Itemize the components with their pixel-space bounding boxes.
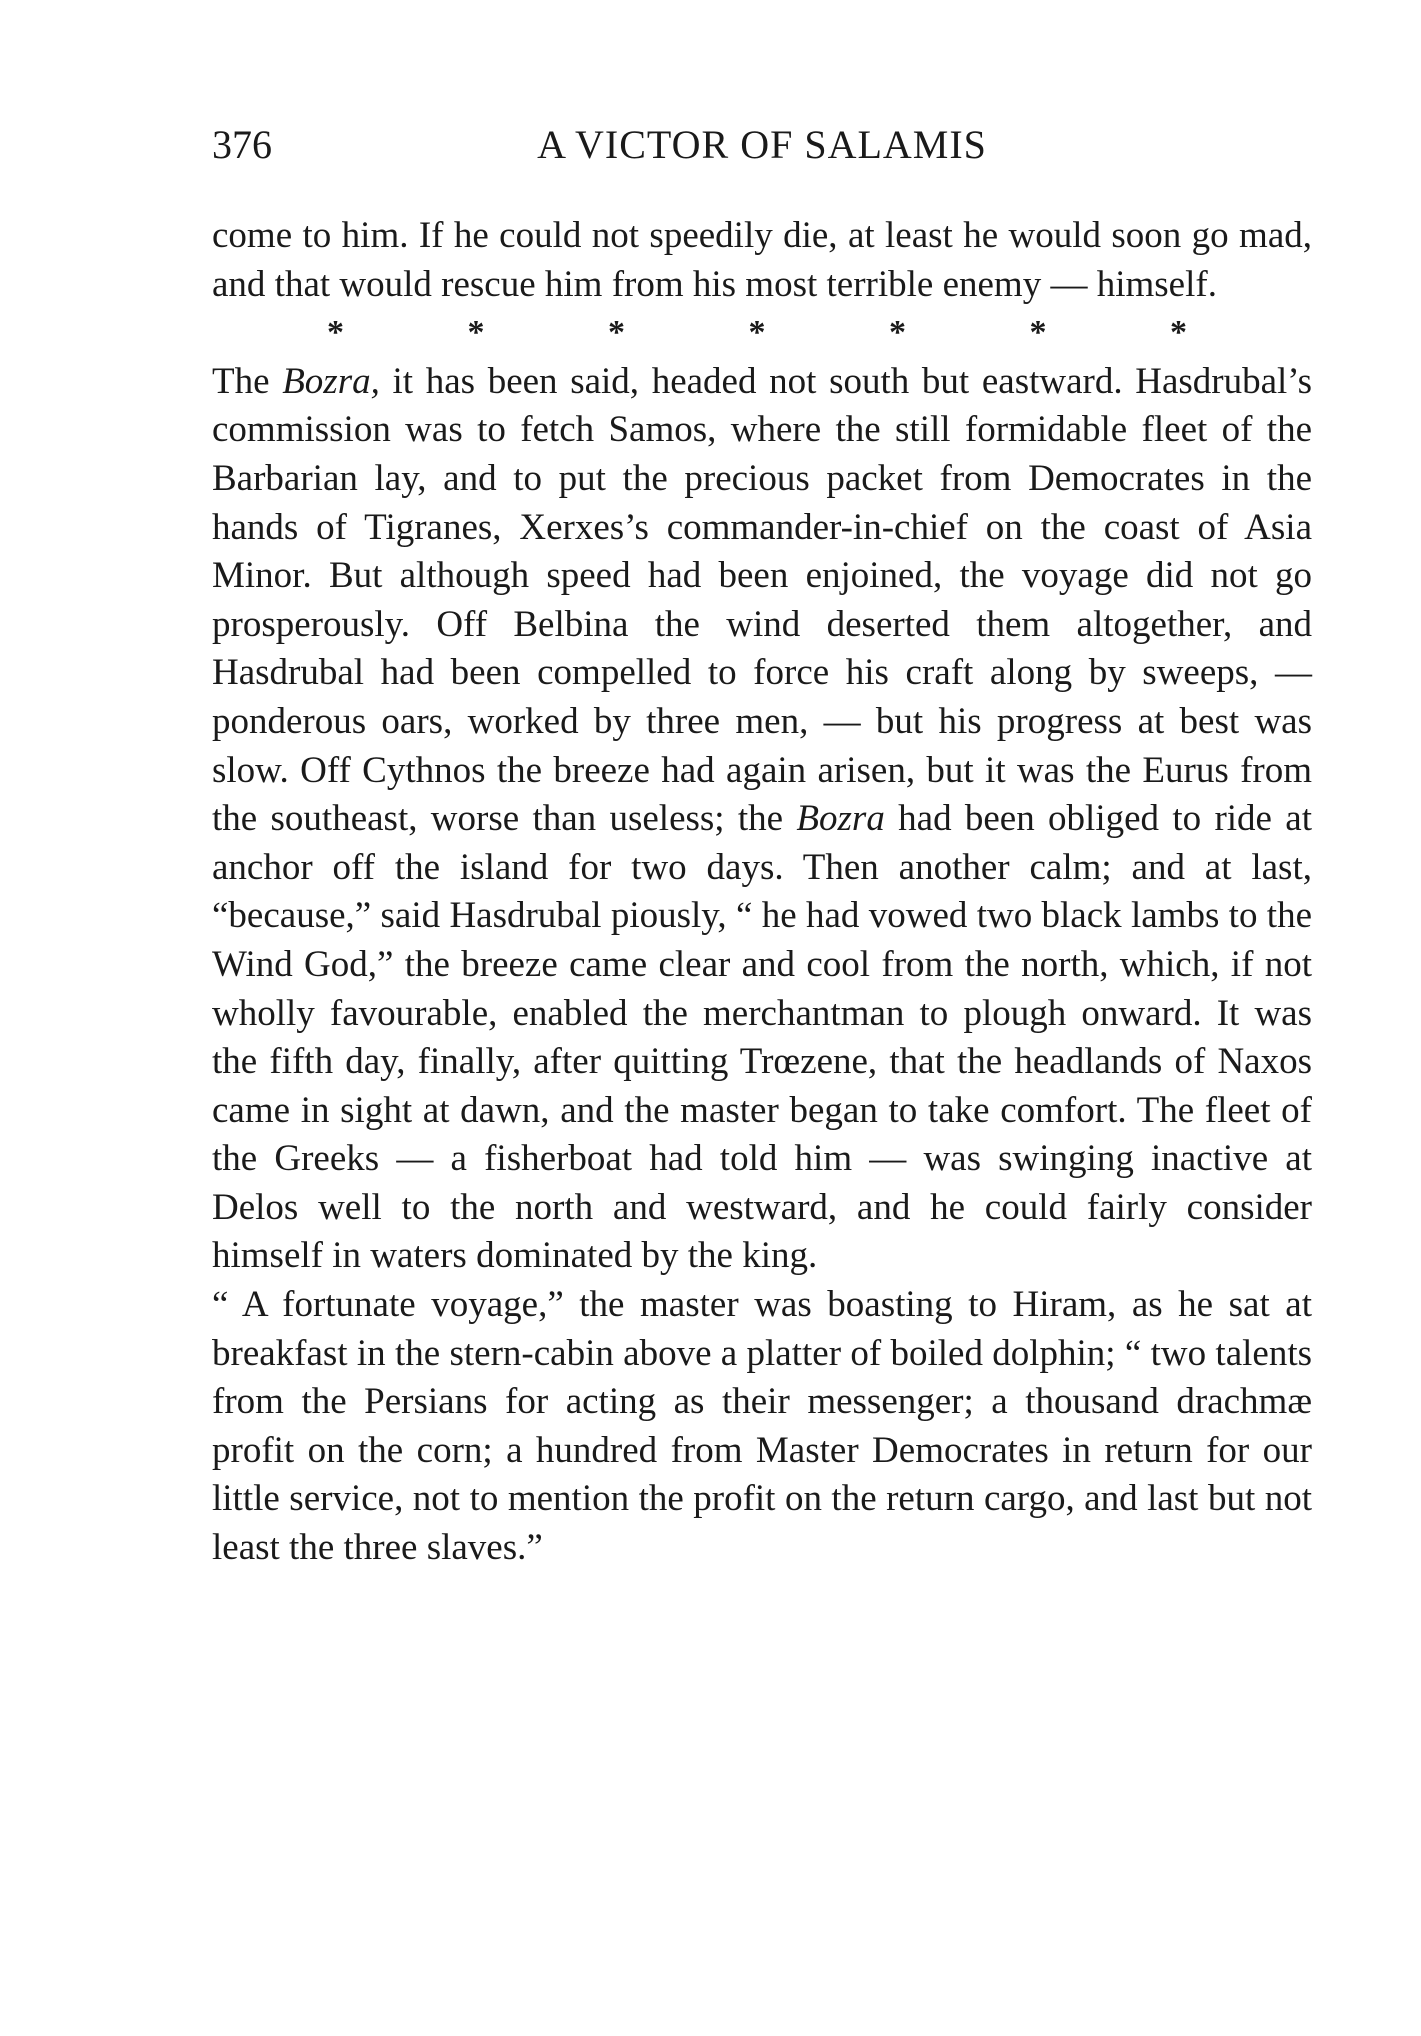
- ship-name-bozra: Bozra,: [282, 360, 380, 402]
- paragraph-2: [212, 358, 1312, 1281]
- body-text: [212, 212, 1312, 1573]
- paragraph-3: “ A fortunate voyage,” the master was boasting to Hiram, as he sat at breakfast in the stern-cabin above a platter of boiled dolphin; “ two talents from the Persians for acting as their messenger; a thousand drachmæ profit on the corn; a hundred from Master Democrates in return for our little service, not to mention the profit on the return cargo, and last but not least the three slaves.”: [212, 1284, 1312, 1569]
- separator-star: *: [327, 314, 344, 352]
- paragraph-2-text: had been obliged to ride at anchor off the island for two days. Then another calm; and at last, “because,” said Hasdrubal piously, “ he had vowed two black lambs to the Wind God,” the breeze came clear and cool from the north, which, if not wholly favourable, enabled the merchantman to plough onward. It was the fifth day, finally, after quitting Trœzene, that the headlands of Naxos came in sight at dawn, and the master began to take comfort. The fleet of the Greeks — a fisherboat had told him — was swinging inactive at Delos well to the north and westward, and he could fairly consider himself in waters dominated by the king.: [212, 798, 1312, 1277]
- page-number: 376: [212, 122, 272, 167]
- running-title: A VICTOR OF SALAMIS: [537, 122, 987, 167]
- separator-star: *: [1029, 314, 1047, 352]
- separator-star: *: [889, 314, 906, 352]
- separator-star: *: [467, 314, 485, 352]
- paragraph-1: come to him. If he could not speedily die, at least he would soon go mad, and that would rescue him from his most terrible enemy — himself.: [212, 215, 1312, 305]
- section-break: [327, 309, 1187, 358]
- paragraph-2-text: The: [212, 360, 283, 402]
- separator-star: *: [748, 314, 766, 352]
- book-page: [212, 118, 1312, 1573]
- paragraph-2-text: it has been said, headed not south but eastward. Hasdrubal’s commission was to fetch Samos, where the still formidable fleet of the Barbarian lay, and to put the precious packet from Democrates in the hands of Tigranes, Xerxes’s commander-in-chief on the coast of Asia Minor. But although speed had been enjoined, the voyage did not go prosperously. Off Belbina the wind deserted them altogether, and Hasdrubal had been compelled to force his craft along by sweeps, — ponderous oars, worked by three men, — but his progress at best was slow. Off Cythnos the breeze had again arisen, but it was the Eurus from the southeast, worse than useless; the: [212, 360, 1312, 840]
- separator-star: *: [1170, 314, 1187, 352]
- ship-name-bozra: Bozra: [796, 798, 885, 840]
- separator-star: *: [608, 314, 625, 352]
- running-head: [212, 118, 1312, 172]
